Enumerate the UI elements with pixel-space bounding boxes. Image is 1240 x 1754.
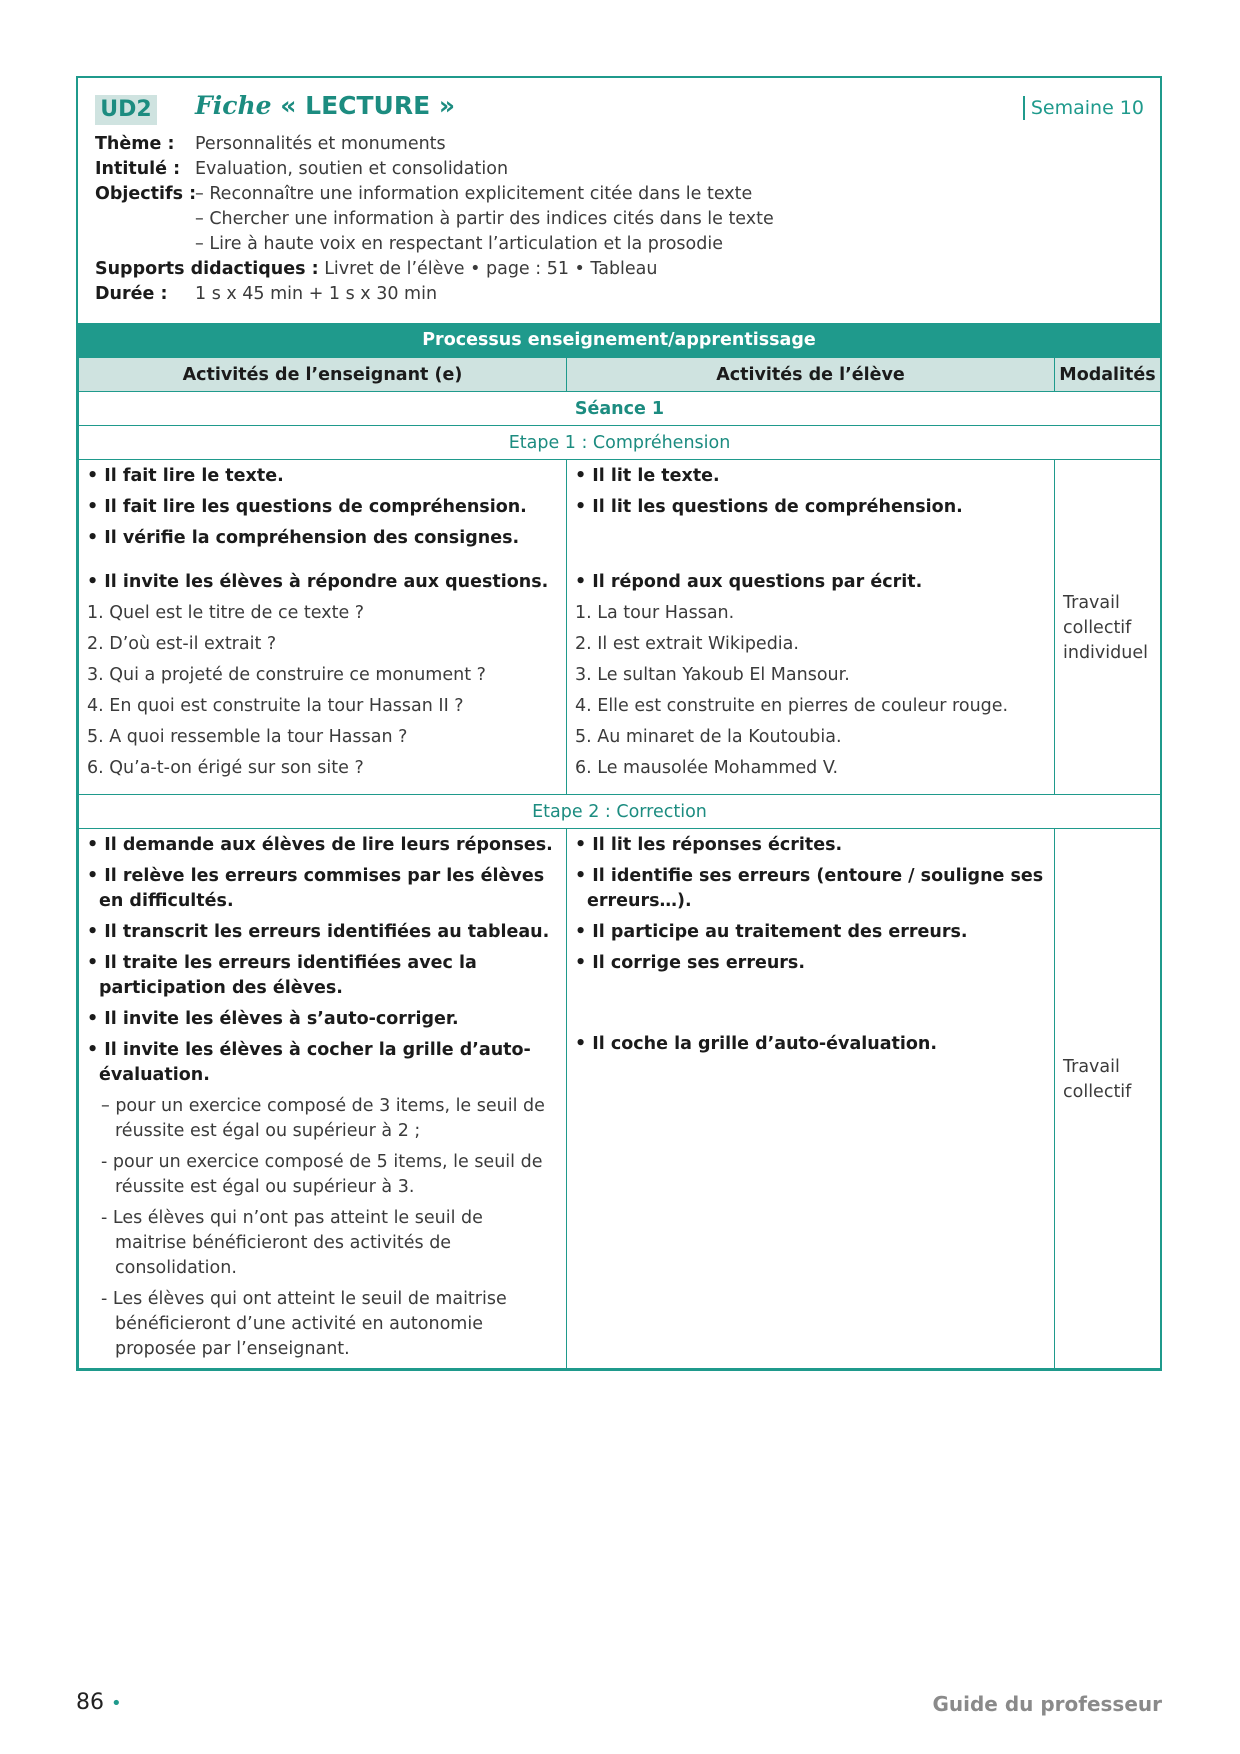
etape2-row (79, 795, 1161, 829)
answer-item: 2. Il est extrait Wikipedia. (575, 634, 799, 654)
fiche-title (195, 91, 455, 120)
note-item: – pour un exercice composé de 3 items, le seuil de réussite est égal ou supérieur à 2 ; (101, 1096, 545, 1141)
modalite-line: individuel (1063, 643, 1148, 663)
col-mod-header: Modalités (1055, 358, 1161, 392)
objectif-2: – Chercher une information à partir des indices cités dans le texte (195, 209, 774, 229)
supports-value: Livret de l’élève • page : 51 • Tableau (324, 259, 658, 279)
etape2-student-cell (567, 829, 1055, 1369)
seance-row (79, 392, 1161, 426)
etape1-content-row (79, 460, 1161, 795)
page-number-value: 86 (76, 1690, 104, 1715)
list-item: • Il transcrit les erreurs identifiées au tableau. (87, 922, 550, 942)
intitule-value: Evaluation, soutien et consolidation (195, 159, 509, 179)
question-item: 1. Quel est le titre de ce texte ? (87, 603, 365, 623)
theme-label: Thème : (95, 134, 175, 154)
supports-label: Supports didactiques : (95, 259, 319, 279)
answer-item: 1. La tour Hassan. (575, 603, 735, 623)
etape2-modalite-cell (1055, 829, 1161, 1369)
list-item: • Il invite les élèves à cocher la grille d’auto-évaluation. (87, 1040, 531, 1085)
objectifs-label: Objectifs : (95, 184, 197, 204)
question-item: 4. En quoi est construite la tour Hassan II ? (87, 696, 464, 716)
duree-value: 1 s x 45 min + 1 s x 30 min (195, 284, 438, 304)
objectif-3: – Lire à haute voix en respectant l’articulation et la prosodie (195, 234, 723, 254)
page-number-dot: • (111, 1693, 122, 1714)
col-teacher-header: Activités de l’enseignant (e) (79, 358, 567, 392)
lesson-sheet (76, 76, 1162, 1371)
etape1-row (79, 426, 1161, 460)
sheet-header (78, 78, 1160, 323)
list-item: • Il relève les erreurs commises par les élèves en difficultés. (87, 866, 545, 911)
list-item: • Il participe au traitement des erreurs. (575, 922, 968, 942)
list-item: • Il corrige ses erreurs. (575, 953, 805, 973)
theme-value: Personnalités et monuments (195, 134, 446, 154)
footer-title: Guide du professeur (932, 1692, 1162, 1716)
list-item: • Il lit les questions de compréhension. (575, 497, 963, 517)
seance-label: Séance 1 (79, 392, 1161, 426)
modalite-line: Travail (1063, 1057, 1120, 1077)
modalite-line: collectif (1063, 618, 1132, 638)
list-item: • Il fait lire le texte. (87, 466, 284, 486)
intitule-label: Intitulé : (95, 159, 181, 179)
note-item: - Les élèves qui n’ont pas atteint le seuil de maitrise bénéficieront des activités de consolidation. (101, 1208, 483, 1278)
table-header-row (79, 358, 1161, 392)
modalite-line: collectif (1063, 1082, 1132, 1102)
list-item: • Il répond aux questions par écrit. (575, 572, 923, 592)
etape2-label: Etape 2 : Correction (79, 795, 1161, 829)
spacer (575, 526, 1046, 551)
fiche-name: « LECTURE » (280, 91, 456, 120)
intitule-row (95, 157, 509, 182)
duree-row (95, 282, 438, 307)
list-item: • Il traite les erreurs identifiées avec la participation des élèves. (87, 953, 477, 998)
answer-item: 5. Au minaret de la Koutoubia. (575, 727, 842, 747)
list-item: • Il fait lire les questions de compréhension. (87, 497, 527, 517)
duree-label: Durée : (95, 284, 168, 304)
note-item: - Les élèves qui ont atteint le seuil de maitrise bénéficieront d’une activité en autonomie proposée par l’enseignant. (101, 1289, 507, 1359)
list-item: • Il coche la grille d’auto-évaluation. (575, 1034, 938, 1054)
question-item: 5. A quoi ressemble la tour Hassan ? (87, 727, 408, 747)
etape2-content-row (79, 829, 1161, 1369)
week-label: Semaine 10 (1023, 96, 1144, 120)
list-item: • Il lit le texte. (575, 466, 720, 486)
list-item: • Il invite les élèves à répondre aux questions. (87, 572, 549, 592)
list-item: • Il invite les élèves à s’auto-corriger. (87, 1009, 459, 1029)
objectifs-row (95, 182, 196, 207)
question-item: 6. Qu’a-t-on érigé sur son site ? (87, 758, 364, 778)
answer-item: 3. Le sultan Yakoub El Mansour. (575, 665, 850, 685)
etape1-label: Etape 1 : Compréhension (79, 426, 1161, 460)
activities-table (78, 357, 1161, 1369)
supports-row (95, 257, 658, 282)
answer-item: 4. Elle est construite en pierres de couleur rouge. (575, 696, 1009, 716)
unit-badge: UD2 (95, 95, 157, 125)
list-item: • Il lit les réponses écrites. (575, 835, 843, 855)
process-band: Processus enseignement/apprentissage (78, 323, 1160, 357)
etape1-modalite-cell (1055, 460, 1161, 795)
list-item: • Il demande aux élèves de lire leurs réponses. (87, 835, 553, 855)
col-student-header: Activités de l’élève (567, 358, 1055, 392)
etape2-teacher-cell (79, 829, 567, 1369)
etape1-student-cell (567, 460, 1055, 795)
page-number (76, 1690, 122, 1715)
note-item: - pour un exercice composé de 5 items, le seuil de réussite est égal ou supérieur à 3. (101, 1152, 543, 1197)
fiche-word: Fiche (195, 91, 272, 120)
list-item: • Il identifie ses erreurs (entoure / souligne ses erreurs…). (575, 866, 1044, 911)
etape1-teacher-cell (79, 460, 567, 795)
list-item: • Il vérifie la compréhension des consignes. (87, 528, 520, 548)
answer-item: 6. Le mausolée Mohammed V. (575, 758, 839, 778)
objectif-1: – Reconnaître une information explicitement citée dans le texte (195, 184, 753, 204)
modalite-line: Travail (1063, 593, 1120, 613)
theme-row (95, 132, 446, 157)
question-item: 3. Qui a projeté de construire ce monument ? (87, 665, 486, 685)
question-item: 2. D’où est-il extrait ? (87, 634, 277, 654)
